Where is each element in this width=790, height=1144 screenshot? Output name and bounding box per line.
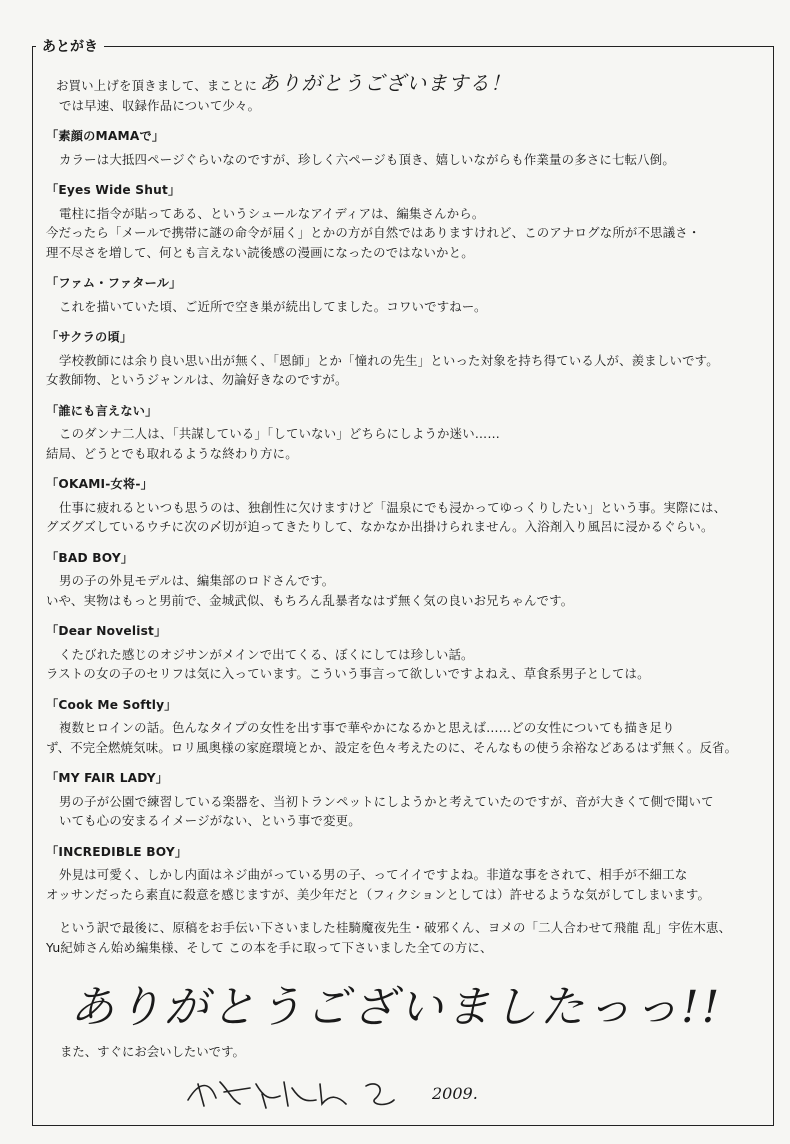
intro-text: お買い上げを頂きまして、まことに [56,78,258,93]
section [46,328,762,390]
section-line: カラーは大抵四ページぐらいなのですが、珍しく六ページも頂き、嬉しいながらも作業量の多さに七転八倒。 [59,151,675,167]
section-title: 「サクラの頃」 [46,330,133,344]
section-line: 今だったら「メールで携帯に謎の命令が届く」とかの方が自然ではありますけれど、このアナログな所が不思議さ・ [46,225,701,240]
signature-area [0,1070,790,1114]
closing-block [46,918,762,957]
section-title: 「BAD BOY」 [46,550,134,565]
section [46,549,762,611]
section-line: 外見は可愛く、しかし内面はネジ曲がっている男の子、ってイイですよね。非道な事をされて、相手が不細工な [59,867,688,882]
section-line: いても心の安まるイメージがない、という事で変更。 [59,813,361,828]
section-line: 結局、どうとでも取れるような終わり方に。 [46,445,298,461]
afterword-body [46,71,762,1043]
section-title: 「MY FAIR LADY」 [46,771,169,785]
section-line: ず、不完全燃焼気味。ロリ風奥様の家庭環境とか、設定を色々考えたのに、そんなもの使う余裕などあるはず無く。反省。 [46,739,738,755]
section [46,475,762,537]
signature-year: 2009. [432,1084,478,1103]
section-title: 「誰にも言えない」 [46,403,158,418]
section-title: 「OKAMI-女将-」 [46,477,153,491]
handwritten-thanks-small: ありがとうございまする！ [259,71,512,95]
section-line: 複数ヒロインの話。色んなタイプの女性を出す事で華やかになるかと思えば……どの女性についても描き足り [59,720,675,735]
handwritten-thanks-large: ありがとうございましたっっ!! [70,982,723,1033]
section-title: 「素顔のMAMAで」 [46,129,165,143]
section-list [46,127,762,904]
section-line: 電柱に指令が貼ってある、というシュールなアイディアは、編集さんから。 [59,205,485,221]
closing-line-1: という訳で最後に、原稿をお手伝い下さいました桂騎魔夜先生・破邪くん、ヨメの「二人合わせて飛龍 乱」宇佐木恵、 [59,920,732,935]
section-title: 「ファム・ファタール」 [46,276,182,290]
section-line: 仕事に疲れるといつも思うのは、独創性に欠けますけど「温泉にでも浸かってゆっくりしたい」という事。実際には、 [59,499,727,515]
section-title: 「INCREDIBLE BOY」 [46,844,188,859]
section-line: これを描いていた頃、ご近所で空き巣が続出してました。コワいですねー。 [59,298,487,314]
section [46,696,762,758]
section-title: 「Dear Novelist」 [46,624,167,638]
section-line: 女教師物、というジャンルは、勿論好きなのですが。 [46,372,348,387]
page-heading: あとがき [36,36,104,56]
section-line: このダンナ二人は、「共謀している」「していない」どちらにしようか迷い…… [59,426,500,441]
closing-line-2: Yu紀姉さん始め編集様、そして この本を手に取って下さいました全ての方に、 [46,939,493,955]
section [46,622,762,684]
section-title: 「Eyes Wide Shut」 [46,183,181,197]
section [46,769,762,831]
section-line: グズグズしているウチに次の〆切が迫ってきたりして、なかなか出掛けられません。入浴剤入り風呂に浸かるぐらい。 [46,519,714,534]
handwritten-signature [180,1070,430,1114]
intro-line-2: では早速、収録作品について少々。 [59,97,261,113]
section-line: オッサンだったら素直に殺意を感じますが、美少年だと（フィクションとしては）許せるような気がしてしまいます。 [46,886,711,902]
section-line: ラストの女の子のセリフは気に入っています。こういう事言って欲しいですよねえ、草食系男子としては。 [46,666,650,681]
section-line: 学校教師には余り良い思い出が無く、「恩師」とか「憧れの先生」といった対象を持ち得ている人が、羨ましいです。 [59,352,719,368]
section-line: 男の子が公園で練習している楽器を、当初トランペットにしようかと考えていたのですが、音が大きくて側で聞いて [59,793,714,809]
section [46,843,762,905]
see-you-line: また、すぐにお会いしたいです。 [60,1044,245,1059]
section-line: 男の子の外見モデルは、編集部のロドさんです。 [59,573,335,588]
intro-line-1 [46,71,762,96]
section-line: くたびれた感じのオジサンがメインで出てくる、ぼくにしては珍しい話。 [59,646,474,662]
section [46,402,762,464]
section-title: 「Cook Me Softly」 [46,697,177,712]
section [46,181,762,262]
section [46,127,762,169]
section [46,274,762,316]
section-line: いや、実物はもっと男前で、金城武似、もちろん乱暴者なはず無く気の良いお兄ちゃんです。 [46,592,574,608]
section-line: 理不尽さを増して、何とも言えない読後感の漫画になったのではないかと。 [46,244,474,260]
